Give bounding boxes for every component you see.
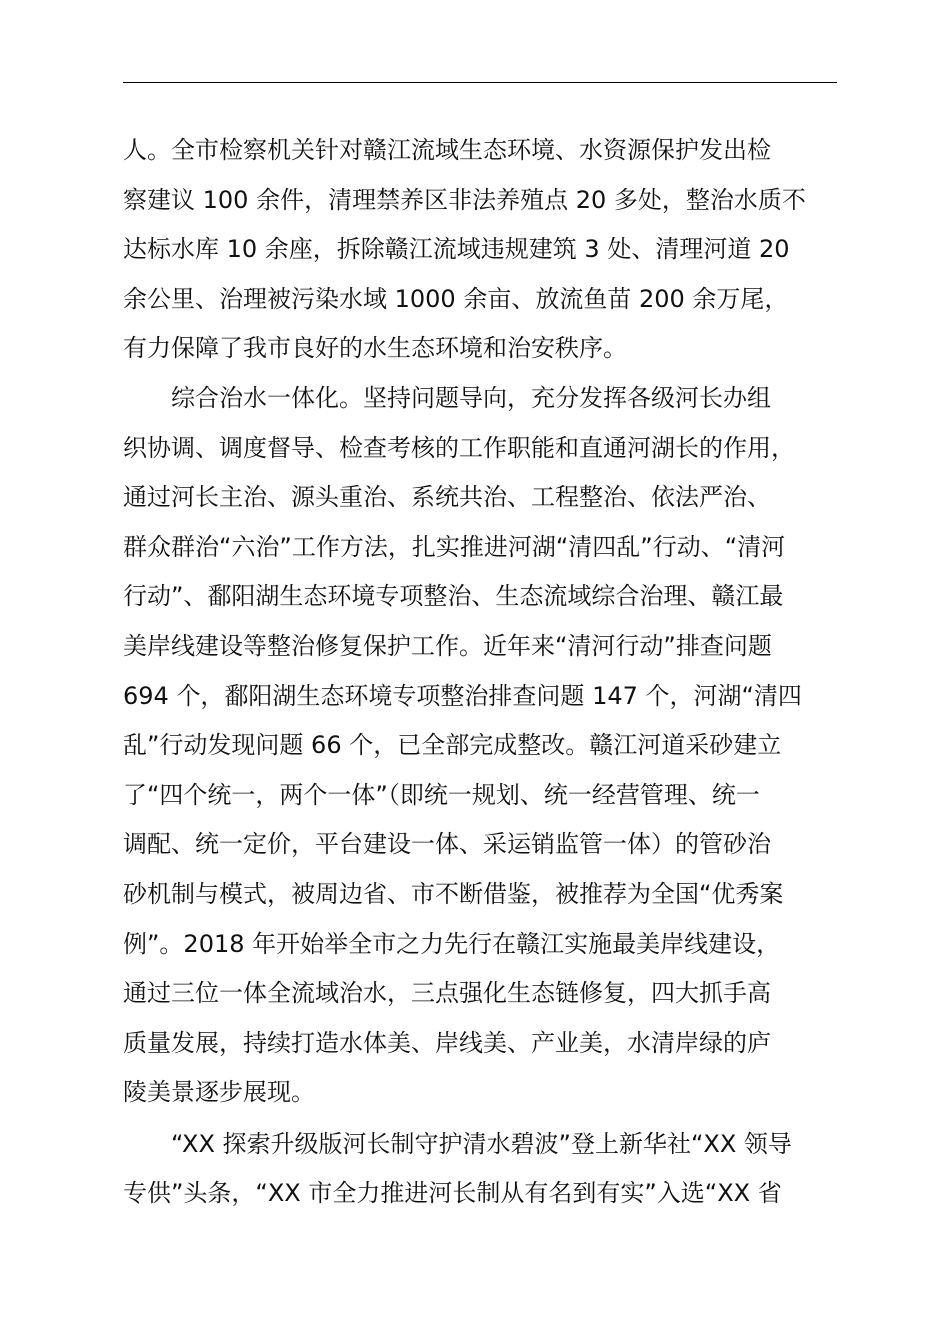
text-line: 余公里、治理被污染水域 1000 余亩、放流鱼苗 200 余万尾， <box>123 284 789 313</box>
text-line: 例”。2018 年开始举全市之力先行在赣江实施最美岸线建设， <box>123 929 781 958</box>
text-line: 694 个，鄱阳湖生态环境专项整治排查问题 147 个，河湖“清四 <box>123 681 802 710</box>
document-body <box>123 126 843 1219</box>
text-line: 专供”头条，“XX 市全力推进河长制从有名到有实”入选“XX 省 <box>123 1179 782 1208</box>
text-line: 综合治水一体化。坚持问题导向，充分发挥各级河长办组 <box>123 383 771 412</box>
paragraph-2 <box>123 374 843 1118</box>
text-line: 通过三位一体全流域治水，三点强化生态链修复，四大抓手高 <box>123 979 771 1008</box>
text-line: 砂机制与模式，被周边省、市不断借鉴，被推荐为全国“优秀案 <box>123 879 784 908</box>
text-line: 察建议 100 余件，清理禁养区非法养殖点 20 多处，整治水质不 <box>123 185 806 214</box>
text-line: 乱”行动发现问题 66 个，已全部完成整改。赣江河道采砂建立 <box>123 731 782 760</box>
text-line: 有力保障了我市良好的水生态环境和治安秩序。 <box>123 334 627 363</box>
text-line: 达标水库 10 余座，拆除赣江流域违规建筑 3 处、清理河道 20 <box>123 235 790 264</box>
text-line: 通过河长主治、源头重治、系统共治、工程整治、依法严治、 <box>123 483 771 512</box>
text-line: 了“四个统一，两个一体”（即统一规划、统一经营管理、统一 <box>123 780 760 809</box>
paragraph-3 <box>123 1120 843 1219</box>
text-line: 美岸线建设等整治修复保护工作。近年来“清河行动”排查问题 <box>123 631 772 660</box>
text-line: 质量发展，持续打造水体美、岸线美、产业美，水清岸绿的庐 <box>123 1028 771 1057</box>
paragraph-1 <box>123 126 843 374</box>
header-rule <box>123 82 837 83</box>
text-line: 群众群治“六治”工作方法，扎实推进河湖“清四乱”行动、“清河 <box>123 532 786 561</box>
text-line: 调配、统一定价，平台建设一体、采运销监管一体）的管砂治 <box>123 830 771 859</box>
text-line: “XX 探索升级版河长制守护清水碧波”登上新华社“XX 领导 <box>123 1129 792 1158</box>
text-line: 行动”、鄱阳湖生态环境专项整治、生态流域综合治理、赣江最 <box>123 582 784 611</box>
text-line: 陵美景逐步展现。 <box>123 1078 315 1107</box>
text-line: 织协调、调度督导、检查考核的工作职能和直通河湖长的作用， <box>123 433 795 462</box>
text-line: 人。全市检察机关针对赣江流域生态环境、水资源保护发出检 <box>123 136 771 164</box>
